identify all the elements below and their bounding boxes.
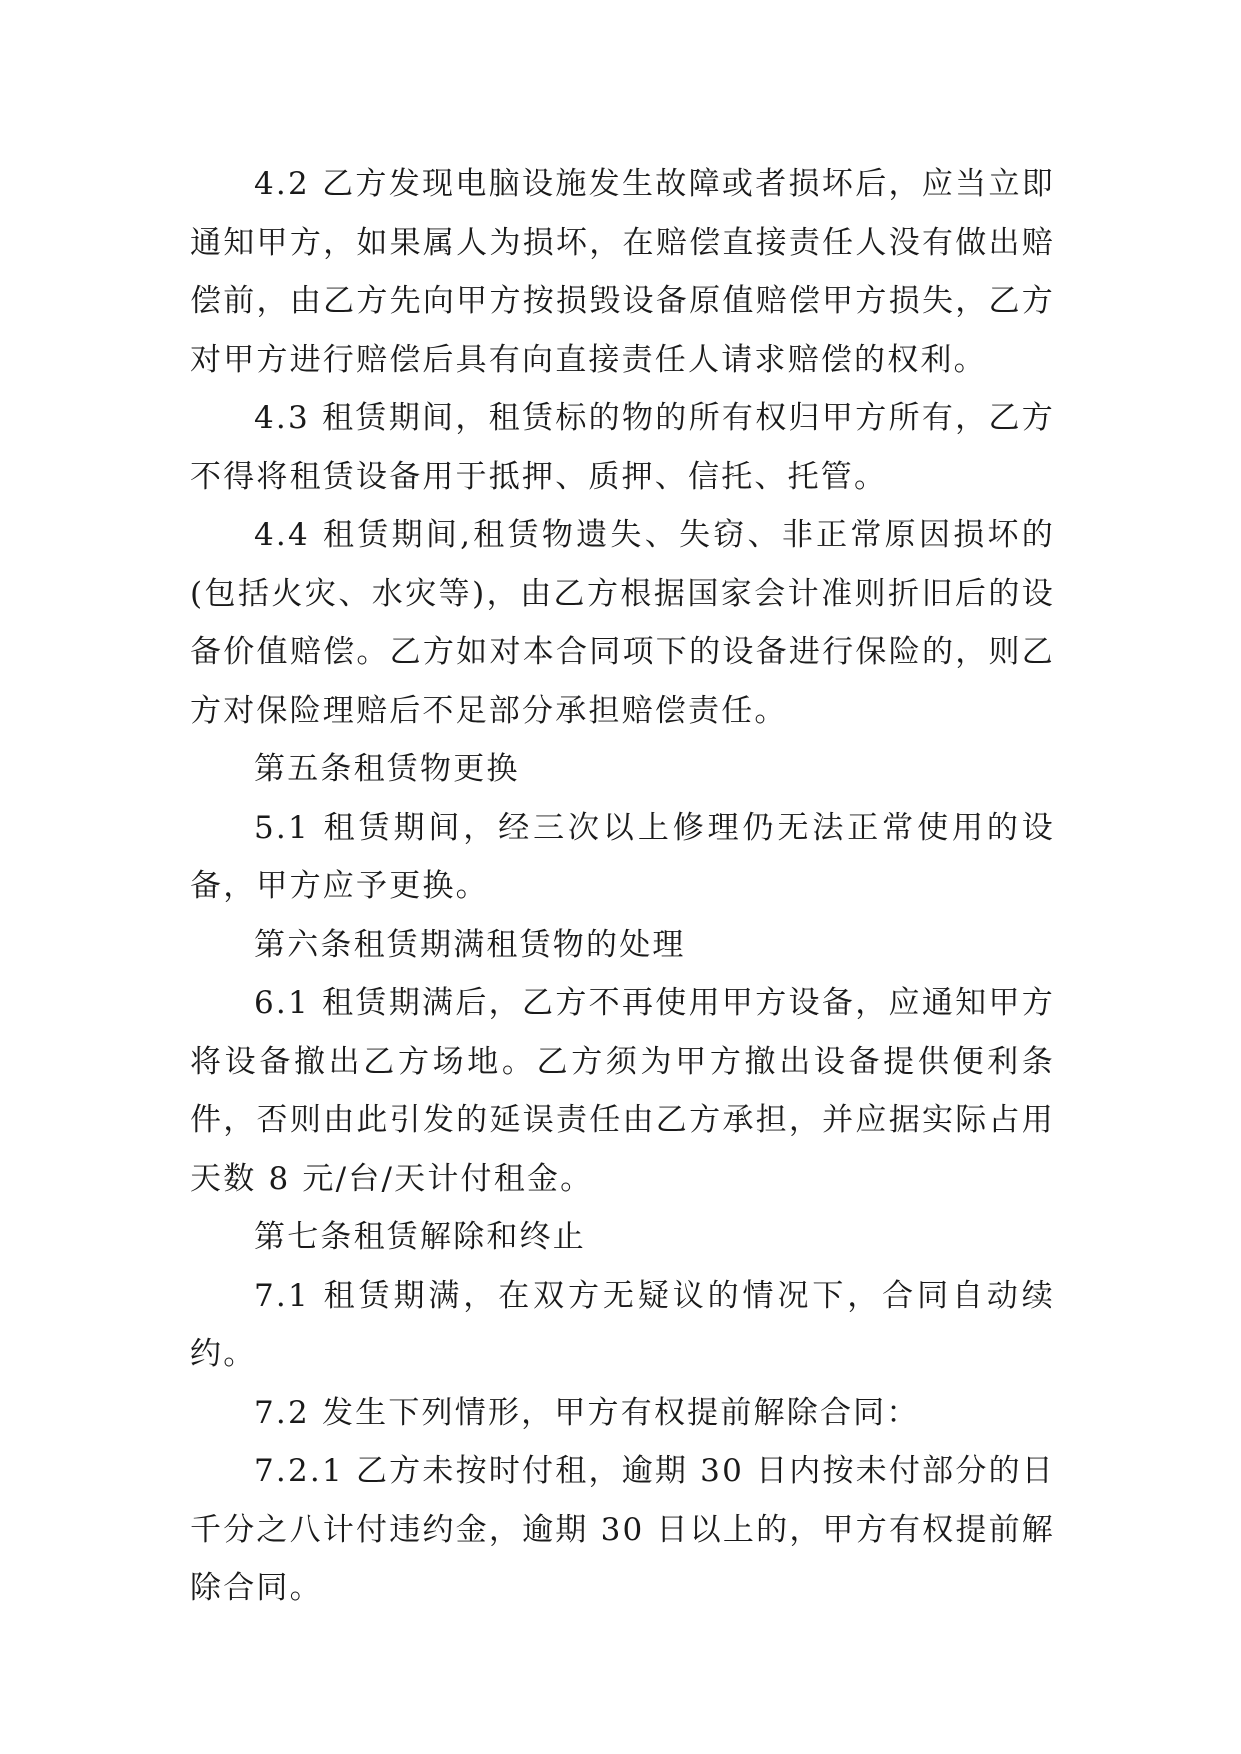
clause-7-2: 7.2 发生下列情形，甲方有权提前解除合同： xyxy=(254,1394,920,1431)
article-5-heading: 第五条租赁物更换 xyxy=(254,751,520,787)
article-7-heading: 第七条租赁解除和终止 xyxy=(254,1219,586,1255)
article-6-heading: 第六条租赁期满租赁物的处理 xyxy=(254,926,686,963)
clause-5-1: 5.1 租赁期间，经三次以上修理仍无法正常使用的设备，甲方应予更换。 xyxy=(190,809,1055,904)
clause-6-1: 6.1 租赁期满后，乙方不再使用甲方设备，应通知甲方将设备撤出乙方场地。乙方须为甲方撤出设备提供便利条件，否则由此引发的延误责任由乙方承担，并应据实际占用天数 8 元/台/天计付租金。 xyxy=(190,985,1055,1197)
clause-4-4: 4.4 租赁期间,租赁物遗失、失窃、非正常原因损坏的(包括火灾、水灾等)，由乙方根据国家会计准则折旧后的设备价值赔偿。乙方如对本合同项下的设备进行保险的，则乙方对保险理赔后不足部分承担赔偿责任。 xyxy=(190,517,1055,729)
clause-4-3: 4.3 租赁期间，租赁标的物的所有权归甲方所有，乙方不得将租赁设备用于抵押、质押、信托、托管。 xyxy=(190,400,1055,495)
clause-7-2-1: 7.2.1 乙方未按时付租，逾期 30 日内按未付部分的日千分之八计付违约金，逾期 30 日以上的，甲方有权提前解除合同。 xyxy=(190,1453,1055,1606)
clause-7-1: 7.1 租赁期满，在双方无疑议的情况下，合同自动续约。 xyxy=(190,1277,1055,1372)
document-body xyxy=(190,155,1055,1618)
clause-4-2: 4.2 乙方发现电脑设施发生故障或者损坏后，应当立即通知甲方，如果属人为损坏，在赔偿直接责任人没有做出赔偿前，由乙方先向甲方按损毁设备原值赔偿甲方损失，乙方对甲方进行赔偿后具有向直接责任人请求赔偿的权利。 xyxy=(190,166,1055,378)
